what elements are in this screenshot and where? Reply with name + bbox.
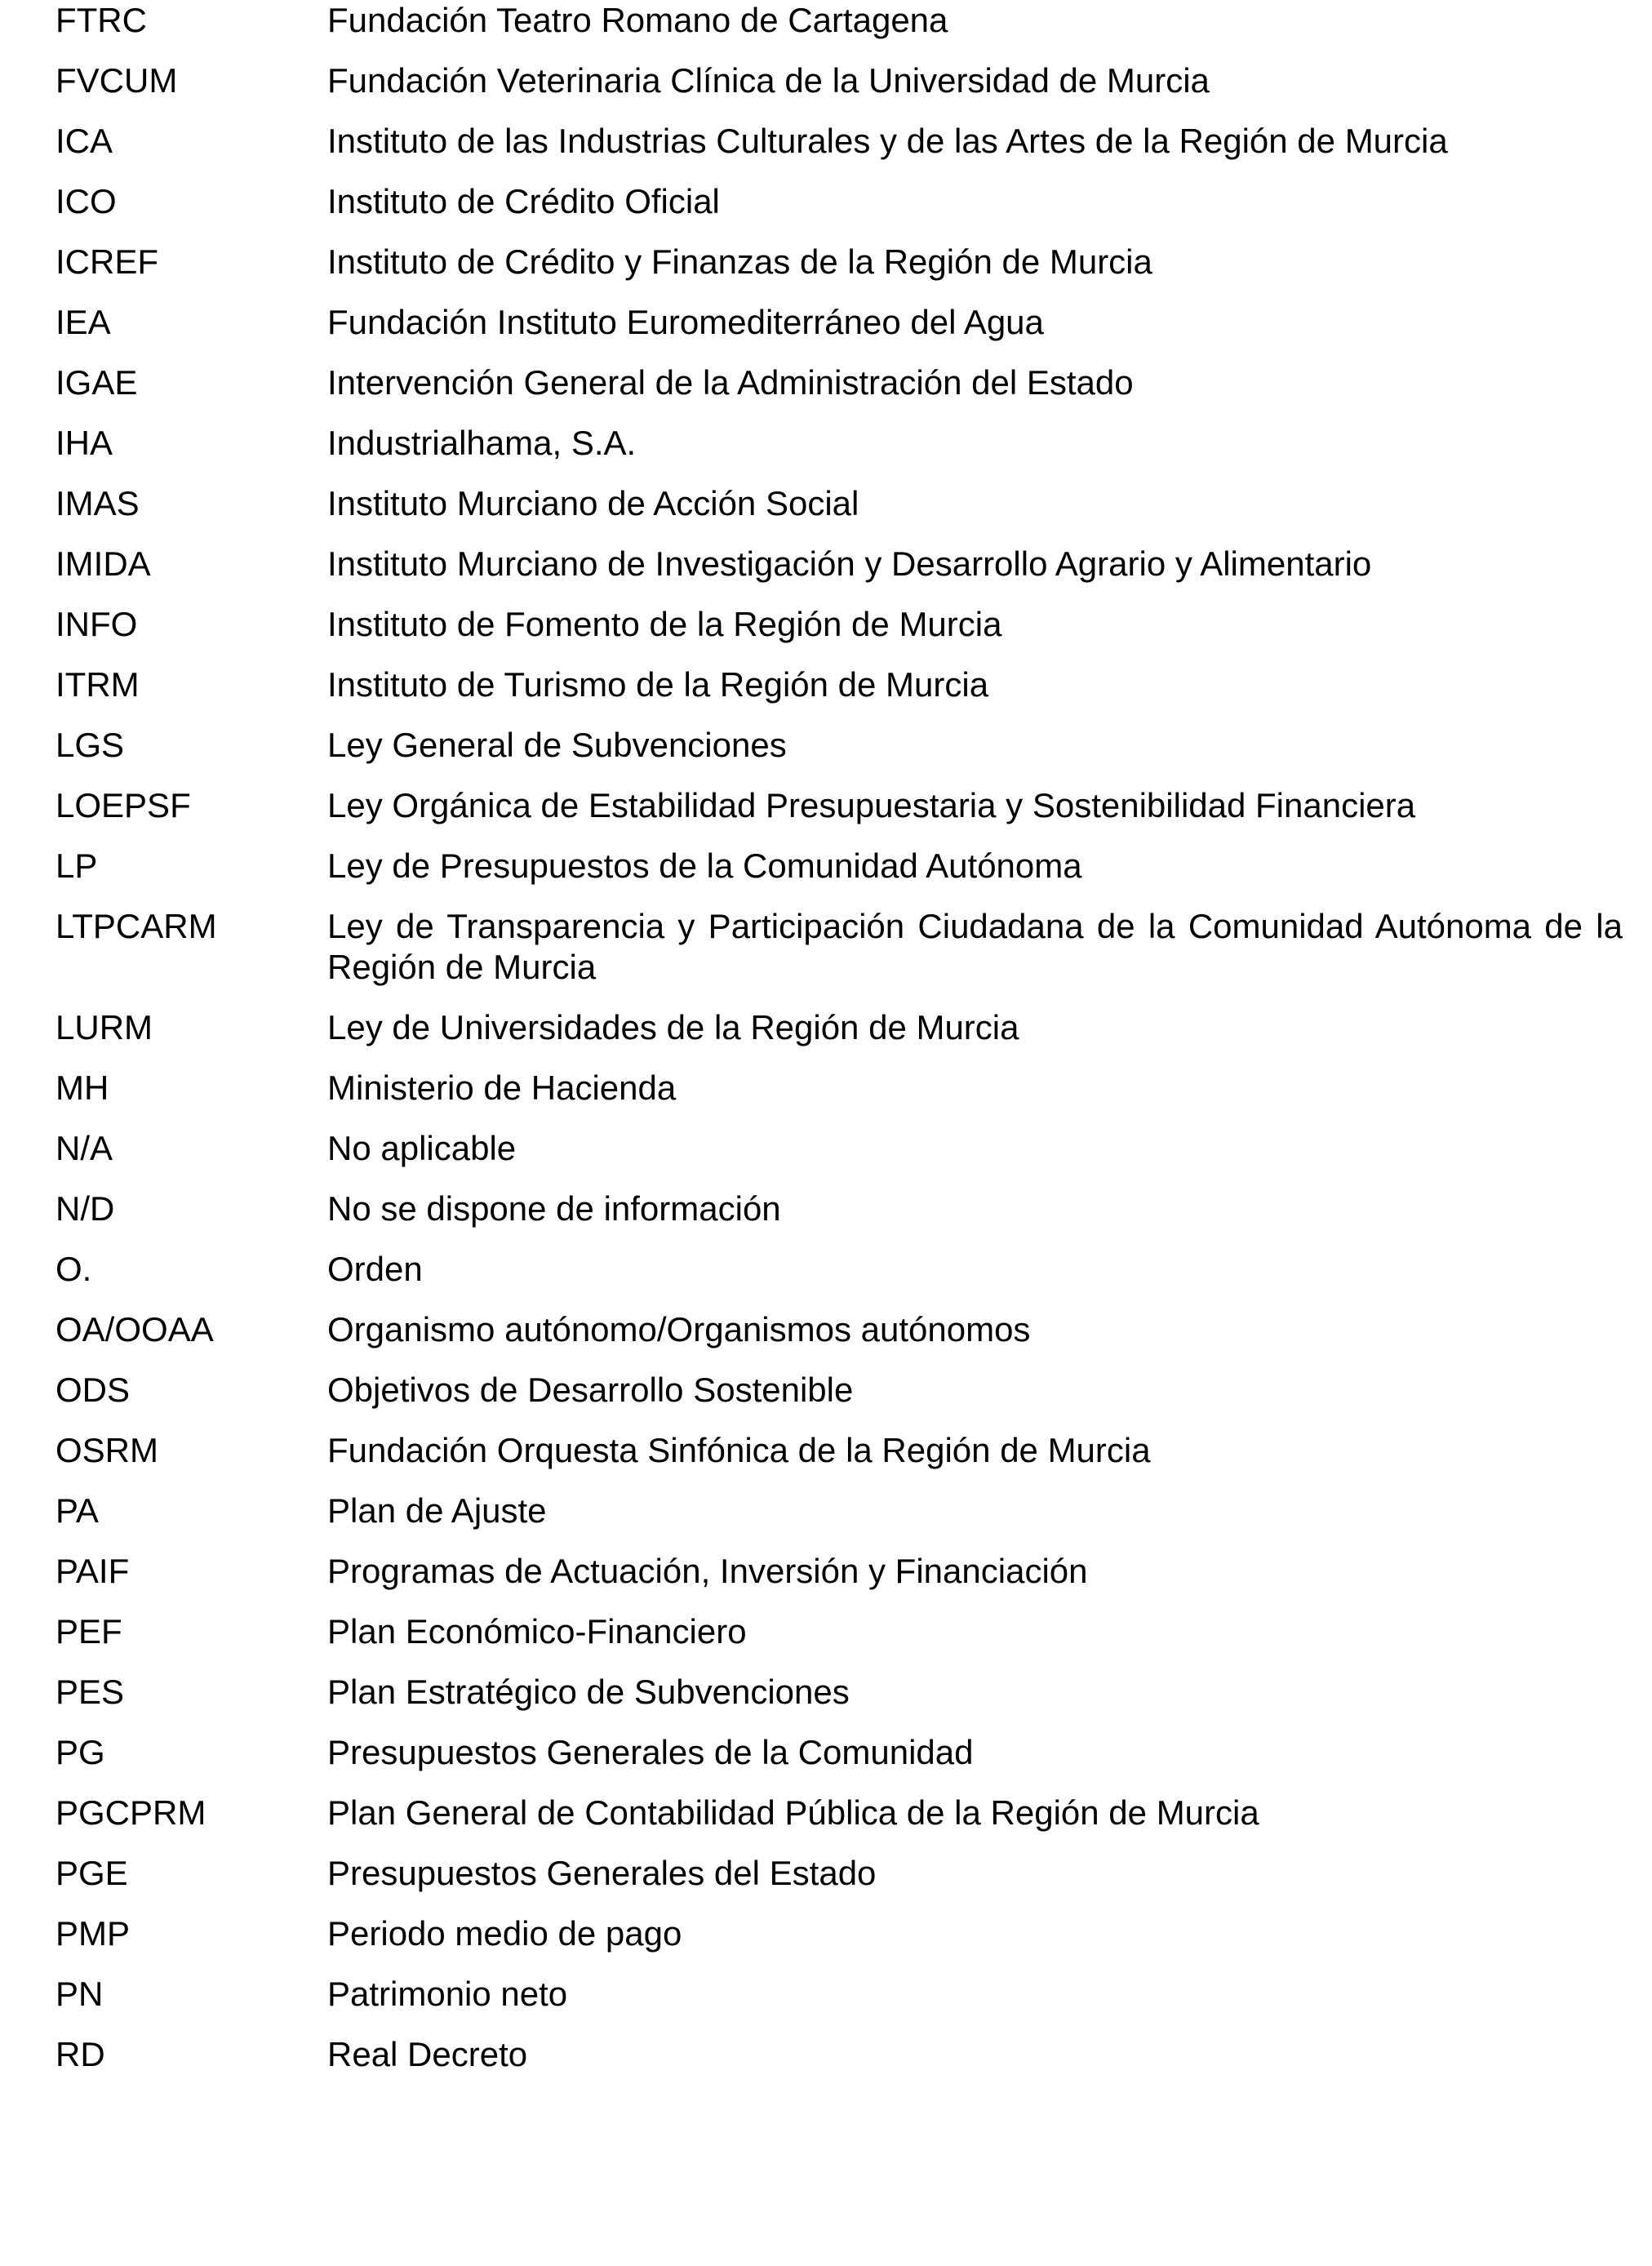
glossary-row xyxy=(56,1974,1623,2015)
glossary-row xyxy=(56,181,1623,222)
abbreviation: N/A xyxy=(56,1129,113,1167)
abbreviation-meaning: Fundación Teatro Romano de Cartagena xyxy=(327,1,948,39)
abbreviation: IMAS xyxy=(56,484,140,522)
glossary-row xyxy=(56,906,1623,988)
glossary-row xyxy=(56,2034,1623,2075)
glossary-row xyxy=(56,846,1623,886)
glossary-row xyxy=(56,1732,1623,1773)
abbreviation-meaning: Instituto Murciano de Acción Social xyxy=(327,484,859,522)
glossary-row xyxy=(56,1913,1623,1954)
abbreviation: LOEPSF xyxy=(56,786,191,824)
abbreviation: IMIDA xyxy=(56,544,151,583)
glossary-row xyxy=(56,483,1623,524)
abbreviation-meaning: Intervención General de la Administración del Estado xyxy=(327,363,1134,402)
abbreviation-meaning: Objetivos de Desarrollo Sostenible xyxy=(327,1371,854,1409)
glossary-row xyxy=(56,1128,1623,1169)
abbreviation-meaning: Plan de Ajuste xyxy=(327,1491,547,1530)
abbreviation-meaning: Plan Estratégico de Subvenciones xyxy=(327,1673,850,1711)
abbreviation: PEF xyxy=(56,1612,122,1651)
abbreviation: PES xyxy=(56,1673,125,1711)
abbreviation: ICA xyxy=(56,122,113,160)
glossary-row xyxy=(56,1611,1623,1652)
abbreviation-meaning: Industrialhama, S.A. xyxy=(327,424,637,462)
abbreviation: PN xyxy=(56,1975,104,2013)
glossary-row xyxy=(56,362,1623,403)
glossary-row xyxy=(56,1249,1623,1290)
glossary-row xyxy=(56,1430,1623,1471)
abbreviation: RD xyxy=(56,2035,105,2073)
abbreviation: IEA xyxy=(56,303,111,341)
abbreviation: PG xyxy=(56,1733,105,1771)
abbreviations-glossary xyxy=(56,0,1623,2095)
abbreviation-meaning: Instituto de Fomento de la Región de Murcia xyxy=(327,605,1002,643)
abbreviation: N/D xyxy=(56,1189,115,1228)
glossary-row xyxy=(56,1068,1623,1109)
abbreviation: FVCUM xyxy=(56,61,178,100)
glossary-row xyxy=(56,121,1623,162)
abbreviation: ITRM xyxy=(56,665,140,704)
glossary-row xyxy=(56,664,1623,705)
abbreviation-meaning: Instituto de las Industrias Culturales y de las Artes de la Región de Murcia xyxy=(327,122,1448,160)
abbreviation-meaning: Instituto de Crédito y Finanzas de la Región de Murcia xyxy=(327,242,1152,281)
abbreviation: LGS xyxy=(56,726,125,764)
abbreviation-meaning: Ministerio de Hacienda xyxy=(327,1069,677,1107)
abbreviation: IHA xyxy=(56,424,113,462)
abbreviation: PMP xyxy=(56,1914,131,1953)
glossary-row xyxy=(56,1309,1623,1350)
abbreviation-meaning: Orden xyxy=(327,1250,423,1288)
abbreviation: PGE xyxy=(56,1854,128,1892)
abbreviation-meaning: Organismo autónomo/Organismos autónomos xyxy=(327,1310,1031,1348)
glossary-row xyxy=(56,1853,1623,1894)
abbreviation: ICREF xyxy=(56,242,158,281)
glossary-row xyxy=(56,1793,1623,1833)
abbreviation-meaning: Patrimonio neto xyxy=(327,1975,568,2013)
abbreviation: FTRC xyxy=(56,1,147,39)
abbreviation-meaning: Fundación Instituto Euromediterráneo del Agua xyxy=(327,303,1044,341)
abbreviation: LP xyxy=(56,846,98,885)
glossary-row xyxy=(56,1370,1623,1411)
glossary-row xyxy=(56,1189,1623,1229)
abbreviation-meaning: Fundación Veterinaria Clínica de la Universidad de Murcia xyxy=(327,61,1210,100)
abbreviation: ICO xyxy=(56,182,117,220)
glossary-row xyxy=(56,1672,1623,1713)
abbreviation: INFO xyxy=(56,605,138,643)
abbreviation-meaning: Ley Orgánica de Estabilidad Presupuestaria y Sostenibilidad Financiera xyxy=(327,786,1416,824)
glossary-row xyxy=(56,1551,1623,1592)
abbreviation: MH xyxy=(56,1069,109,1107)
abbreviation: IGAE xyxy=(56,363,138,402)
abbreviation: PGCPRM xyxy=(56,1793,206,1832)
abbreviation-meaning: Instituto de Crédito Oficial xyxy=(327,182,720,220)
glossary-row xyxy=(56,242,1623,282)
glossary-row xyxy=(56,1007,1623,1048)
glossary-row xyxy=(56,60,1623,101)
glossary-row xyxy=(56,1491,1623,1531)
glossary-row xyxy=(56,544,1623,584)
abbreviation-meaning: No aplicable xyxy=(327,1129,517,1167)
glossary-row xyxy=(56,725,1623,766)
abbreviation-meaning: Ley de Universidades de la Región de Murcia xyxy=(327,1008,1019,1046)
glossary-row xyxy=(56,0,1623,41)
abbreviation: ODS xyxy=(56,1371,131,1409)
abbreviation: LURM xyxy=(56,1008,153,1046)
abbreviation: LTPCARM xyxy=(56,907,217,945)
glossary-row xyxy=(56,423,1623,464)
glossary-row xyxy=(56,302,1623,343)
abbreviation: OA/OOAA xyxy=(56,1310,214,1348)
abbreviation-meaning: Ley de Transparencia y Participación Ciudadana de la Comunidad Autónoma de la Región de Murcia xyxy=(327,907,1623,986)
abbreviation-meaning: Plan General de Contabilidad Pública de la Región de Murcia xyxy=(327,1793,1259,1832)
abbreviation-meaning: Ley de Presupuestos de la Comunidad Autónoma xyxy=(327,846,1082,885)
abbreviation-meaning: Plan Económico-Financiero xyxy=(327,1612,747,1651)
glossary-row xyxy=(56,604,1623,645)
abbreviation-meaning: Presupuestos Generales del Estado xyxy=(327,1854,877,1892)
abbreviation-meaning: Instituto Murciano de Investigación y Desarrollo Agrario y Alimentario xyxy=(327,544,1372,583)
abbreviation-meaning: Programas de Actuación, Inversión y Financiación xyxy=(327,1552,1088,1590)
abbreviation-meaning: Real Decreto xyxy=(327,2035,528,2073)
abbreviation-meaning: No se dispone de información xyxy=(327,1189,781,1228)
abbreviation-meaning: Fundación Orquesta Sinfónica de la Región de Murcia xyxy=(327,1431,1151,1469)
abbreviation-meaning: Instituto de Turismo de la Región de Murcia xyxy=(327,665,989,704)
abbreviation-meaning: Periodo medio de pago xyxy=(327,1914,682,1953)
abbreviation: O. xyxy=(56,1250,92,1288)
glossary-row xyxy=(56,785,1623,826)
abbreviation: PAIF xyxy=(56,1552,130,1590)
abbreviation: OSRM xyxy=(56,1431,158,1469)
abbreviation: PA xyxy=(56,1491,99,1530)
abbreviation-meaning: Ley General de Subvenciones xyxy=(327,726,787,764)
abbreviation-meaning: Presupuestos Generales de la Comunidad xyxy=(327,1733,974,1771)
